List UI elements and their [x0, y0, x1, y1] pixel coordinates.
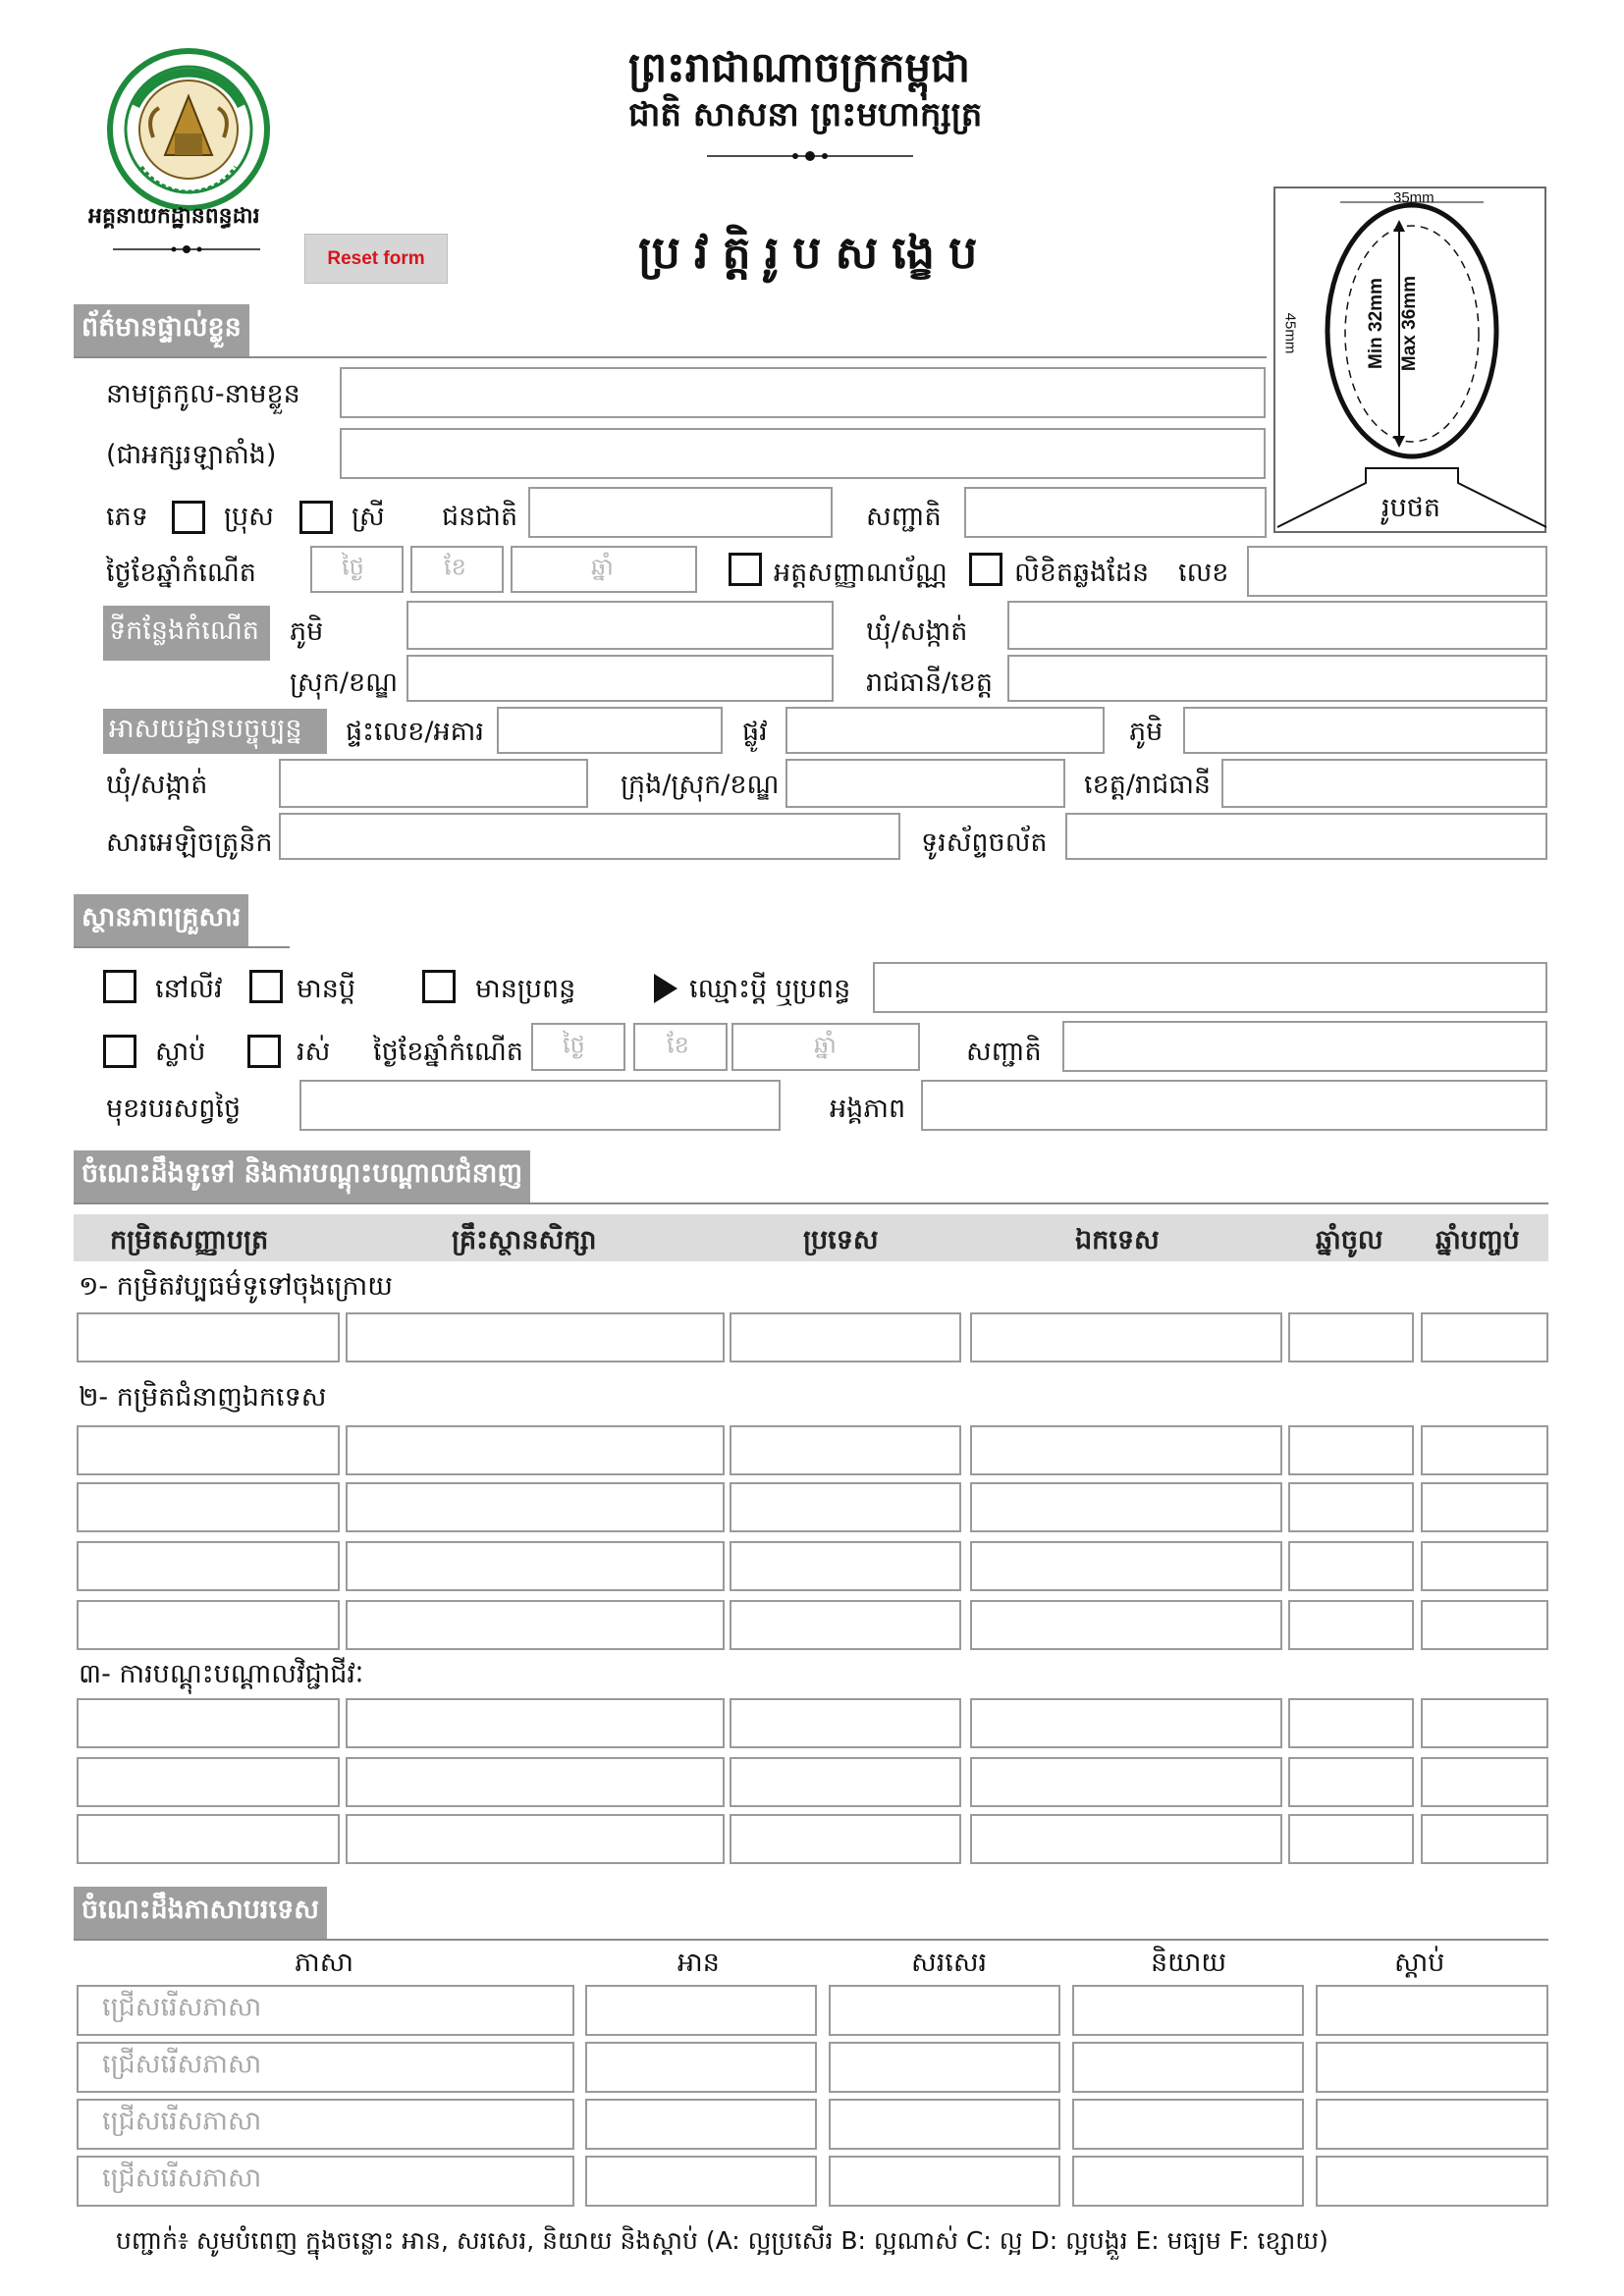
spouse-dob-year-placeholder: ឆ្នាំ: [814, 1031, 837, 1058]
photo-max-label: Max 36mm: [1399, 275, 1421, 372]
language-row-4-speaking-field[interactable]: [1072, 2156, 1304, 2207]
section-family-rule: [74, 946, 290, 948]
address-village-field[interactable]: [1183, 707, 1547, 754]
section-family-title: ស្ថានភាពគ្រួសារ: [81, 902, 242, 933]
birth-province-label: រាជធានី/ខេត្ត: [866, 667, 994, 698]
language-select-placeholder: ជ្រើសរើសភាសា: [102, 2106, 262, 2137]
birth-district-label: ស្រុក/ខណ្ឌ: [290, 667, 399, 698]
spouse-nationality-field[interactable]: [1062, 1021, 1547, 1072]
spouse-dob-year-field[interactable]: [731, 1023, 920, 1071]
edu-row-1-country-field[interactable]: [730, 1312, 961, 1362]
phone-label: ទូរស័ព្ទចល័ត: [921, 828, 1048, 858]
form-title: ប្រវត្តិរូបសង្ខេប: [638, 226, 992, 279]
edu-row-4-degree-level-field[interactable]: [77, 1541, 340, 1591]
spouse-dob-month-placeholder: ខែ: [667, 1031, 689, 1058]
edu-row-4-specialty-field[interactable]: [970, 1541, 1282, 1591]
col-institution: គ្រឹះស្ថានសិក្សា: [452, 1225, 597, 1255]
dob-month-field[interactable]: [410, 546, 504, 593]
edu-group-general: ១- កម្រិតវប្បធម៌ទូទៅចុងក្រោយ: [79, 1271, 393, 1302]
language-row-1-speaking-field[interactable]: [1072, 1985, 1304, 2036]
doc-number-label: លេខ: [1178, 558, 1229, 588]
col-specialty: ឯកទេស: [1075, 1225, 1160, 1255]
edu-row-1-institution-field[interactable]: [346, 1312, 725, 1362]
edu-row-5-degree-level-field[interactable]: [77, 1600, 340, 1650]
national-motto: ជាតិ សាសនា ព្រះមហាក្សត្រ: [628, 95, 983, 134]
language-row-3-reading-field[interactable]: [585, 2099, 817, 2150]
latin-name-field[interactable]: [340, 428, 1266, 479]
language-row-1-language-select[interactable]: [77, 1985, 574, 2036]
dob-year-placeholder: ឆ្នាំ: [591, 553, 614, 581]
address-commune-label: ឃុំ/សង្កាត់: [106, 770, 208, 800]
section-education-header: [74, 1150, 530, 1202]
department-name: អគ្គនាយកដ្ឋានពន្ធដារ: [88, 204, 260, 229]
edu-row-2-institution-field[interactable]: [346, 1425, 725, 1475]
street-field[interactable]: [785, 707, 1105, 754]
address-village-label: ភូមិ: [1129, 717, 1164, 747]
section-personal-title: ព័ត៌មានផ្ទាល់ខ្លួន: [81, 312, 242, 343]
language-row-4-listening-field[interactable]: [1316, 2156, 1548, 2207]
language-select-placeholder: ជ្រើសរើសភាសា: [102, 1992, 262, 2023]
edu-group-vocational: ៣- ការបណ្តុះបណ្តាលវិជ្ជាជីវៈ: [79, 1659, 364, 1689]
language-row-3-language-select[interactable]: [77, 2099, 574, 2150]
phone-field[interactable]: [1065, 813, 1547, 860]
language-row-2-listening-field[interactable]: [1316, 2042, 1548, 2093]
edu-group-specialty: ២- កម្រិតជំនាញឯកទេស: [79, 1382, 327, 1413]
address-province-field[interactable]: [1221, 759, 1547, 808]
has-husband-label: មានប្តី: [297, 974, 355, 1004]
spouse-dob-day-field[interactable]: [531, 1023, 625, 1071]
edu-row-6-country-field[interactable]: [730, 1698, 961, 1748]
language-row-2-writing-field[interactable]: [829, 2042, 1060, 2093]
edu-row-6-end-year-field[interactable]: [1421, 1698, 1548, 1748]
house-number-label: ផ្ទះលេខ/អគារ: [346, 717, 484, 747]
edu-row-5-end-year-field[interactable]: [1421, 1600, 1548, 1650]
section-language-rule: [74, 1939, 1548, 1941]
male-checkbox[interactable]: [172, 501, 205, 534]
edu-row-5-institution-field[interactable]: [346, 1600, 725, 1650]
deceased-checkbox[interactable]: [103, 1035, 136, 1068]
reset-form-button[interactable]: [304, 234, 448, 284]
edu-row-2-degree-level-field[interactable]: [77, 1425, 340, 1475]
emblem-logo: [106, 47, 271, 212]
ethnicity-label: ជនជាតិ: [442, 502, 518, 532]
col-degree-level: កម្រិតសញ្ញាបត្រ: [110, 1225, 269, 1255]
edu-row-3-institution-field[interactable]: [346, 1482, 725, 1532]
edu-row-8-institution-field[interactable]: [346, 1814, 725, 1864]
col-writing: សរសេរ: [911, 1948, 988, 1978]
language-row-2-speaking-field[interactable]: [1072, 2042, 1304, 2093]
edu-row-8-specialty-field[interactable]: [970, 1814, 1282, 1864]
address-city-field[interactable]: [785, 759, 1065, 808]
address-city-label: ក្រុង/ស្រុក/ខណ្ឌ: [621, 770, 780, 800]
nationality-label: សញ្ជាតិ: [866, 502, 942, 532]
col-speaking: និយាយ: [1151, 1948, 1227, 1978]
language-row-2-reading-field[interactable]: [585, 2042, 817, 2093]
edu-row-3-specialty-field[interactable]: [970, 1482, 1282, 1532]
edu-row-3-end-year-field[interactable]: [1421, 1482, 1548, 1532]
email-field[interactable]: [279, 813, 900, 860]
section-education-rule: [74, 1202, 1548, 1204]
edu-row-5-specialty-field[interactable]: [970, 1600, 1282, 1650]
language-select-placeholder: ជ្រើសរើសភាសា: [102, 2049, 262, 2080]
edu-row-8-degree-level-field[interactable]: [77, 1814, 340, 1864]
photo-min-label: Min 32mm: [1365, 278, 1386, 369]
email-label: សារអេឡិចត្រូនិក: [106, 828, 273, 858]
edu-row-2-end-year-field[interactable]: [1421, 1425, 1548, 1475]
has-wife-label: មានប្រពន្ធ: [475, 974, 576, 1004]
birth-village-field[interactable]: [406, 601, 834, 650]
address-commune-field[interactable]: [279, 759, 588, 808]
edu-row-5-start-year-field[interactable]: [1288, 1600, 1414, 1650]
language-row-1-reading-field[interactable]: [585, 1985, 817, 2036]
language-note: បញ្ជាក់៖ សូមបំពេញ ក្នុងចន្លោះ អាន, សរសេរ, និយាយ និងស្តាប់ (A: ល្អប្រសើរ B: ល្អណាស់ C: ល្អ D: ល្អបង្គួរ E: មធ្យម F: ខ្សោយ): [116, 2226, 1328, 2255]
dob-day-placeholder: ថ្ងៃ: [342, 553, 364, 581]
name-field[interactable]: [340, 367, 1266, 418]
photo-box[interactable]: [1273, 187, 1546, 533]
birth-village-label: ភូមិ: [290, 616, 324, 647]
edu-row-8-country-field[interactable]: [730, 1814, 961, 1864]
photo-width-label: 35mm: [1393, 189, 1435, 206]
edu-row-4-country-field[interactable]: [730, 1541, 961, 1591]
language-row-4-writing-field[interactable]: [829, 2156, 1060, 2207]
spouse-name-label: ឈ្មោះប្តី ឬប្រពន្ធ: [689, 974, 851, 1004]
birth-commune-label: ឃុំ/សង្កាត់: [866, 616, 968, 647]
female-label: ស្រី: [352, 502, 385, 532]
alive-checkbox[interactable]: [247, 1035, 281, 1068]
language-row-4-reading-field[interactable]: [585, 2156, 817, 2207]
edu-row-1-start-year-field[interactable]: [1288, 1312, 1414, 1362]
edu-row-1-degree-level-field[interactable]: [77, 1312, 340, 1362]
section-personal-rule: [74, 356, 1267, 358]
edu-row-8-start-year-field[interactable]: [1288, 1814, 1414, 1864]
col-country: ប្រទេស: [803, 1225, 879, 1255]
street-label: ផ្លូវ: [742, 717, 768, 747]
single-label: នៅលីវ: [155, 974, 223, 1004]
col-language: ភាសា: [295, 1948, 353, 1978]
female-checkbox[interactable]: [299, 501, 333, 534]
section-education-title: ចំណេះដឹងទូទៅ និងការបណ្តុះបណ្តាលជំនាញ: [81, 1158, 523, 1189]
spouse-nationality-label: សញ្ជាតិ: [966, 1037, 1042, 1067]
edu-row-5-country-field[interactable]: [730, 1600, 961, 1650]
language-row-3-speaking-field[interactable]: [1072, 2099, 1304, 2150]
address-province-label: ខេត្ត/រាជធានី: [1084, 770, 1212, 800]
edu-row-8-end-year-field[interactable]: [1421, 1814, 1548, 1864]
edu-row-6-start-year-field[interactable]: [1288, 1698, 1414, 1748]
language-row-4-language-select[interactable]: [77, 2156, 574, 2207]
language-select-placeholder: ជ្រើសរើសភាសា: [102, 2163, 262, 2194]
kingdom-title: ព្រះរាជាណាចក្រកម្ពុជា: [628, 43, 971, 91]
occupation-label: មុខរបរសព្វថ្ងៃ: [106, 1094, 242, 1124]
occupation-field[interactable]: [299, 1080, 781, 1131]
male-label: ប្រុស: [224, 502, 274, 532]
edu-row-4-institution-field[interactable]: [346, 1541, 725, 1591]
spouse-dob-day-placeholder: ថ្ងៃ: [563, 1031, 585, 1058]
section-language-title: ចំណេះដឹងភាសាបរទេស: [81, 1895, 319, 1925]
edu-row-1-specialty-field[interactable]: [970, 1312, 1282, 1362]
edu-row-2-start-year-field[interactable]: [1288, 1425, 1414, 1475]
language-row-3-writing-field[interactable]: [829, 2099, 1060, 2150]
edu-row-4-end-year-field[interactable]: [1421, 1541, 1548, 1591]
edu-row-7-end-year-field[interactable]: [1421, 1757, 1548, 1807]
unit-label: អង្គភាព: [830, 1094, 906, 1124]
language-row-1-writing-field[interactable]: [829, 1985, 1060, 2036]
birth-district-field[interactable]: [406, 655, 834, 702]
reset-form-label: Reset form: [327, 247, 425, 269]
language-row-3-listening-field[interactable]: [1316, 2099, 1548, 2150]
has-wife-checkbox[interactable]: [422, 970, 456, 1003]
doc-number-field[interactable]: [1247, 546, 1547, 597]
deceased-label: ស្លាប់: [155, 1037, 206, 1067]
col-start-year: ឆ្នាំចូល: [1316, 1225, 1383, 1255]
edu-row-3-degree-level-field[interactable]: [77, 1482, 340, 1532]
photo-height-label: 45mm: [1281, 312, 1299, 354]
edu-row-1-end-year-field[interactable]: [1421, 1312, 1548, 1362]
edu-row-6-degree-level-field[interactable]: [77, 1698, 340, 1748]
birthplace-label: ទីកន្លែងកំណើត: [109, 614, 259, 646]
id-card-checkbox[interactable]: [729, 553, 762, 586]
passport-label: លិខិតឆ្លងដែន: [1014, 558, 1150, 588]
birth-province-field[interactable]: [1007, 655, 1547, 702]
edu-row-2-specialty-field[interactable]: [970, 1425, 1282, 1475]
ethnicity-field[interactable]: [528, 487, 833, 538]
edu-row-7-degree-level-field[interactable]: [77, 1757, 340, 1807]
birthplace-label-box: [103, 606, 270, 661]
edu-row-3-country-field[interactable]: [730, 1482, 961, 1532]
col-reading: អាន: [677, 1948, 720, 1978]
edu-row-3-start-year-field[interactable]: [1288, 1482, 1414, 1532]
edu-row-6-specialty-field[interactable]: [970, 1698, 1282, 1748]
play-arrow-icon: [652, 972, 679, 1005]
sex-label: ភេទ: [106, 502, 148, 532]
edu-row-4-start-year-field[interactable]: [1288, 1541, 1414, 1591]
dob-day-field[interactable]: [310, 546, 404, 593]
unit-field[interactable]: [921, 1080, 1547, 1131]
col-listening: ស្តាប់: [1394, 1948, 1445, 1978]
spouse-name-field[interactable]: [873, 962, 1547, 1013]
col-end-year: ឆ្នាំបញ្ចប់: [1435, 1225, 1520, 1255]
edu-row-7-country-field[interactable]: [730, 1757, 961, 1807]
dob-year-field[interactable]: [511, 546, 697, 593]
passport-checkbox[interactable]: [969, 553, 1002, 586]
has-husband-checkbox[interactable]: [249, 970, 283, 1003]
spouse-dob-label: ថ្ងៃខែឆ្នាំកំណើត: [373, 1037, 523, 1067]
edu-row-7-start-year-field[interactable]: [1288, 1757, 1414, 1807]
edu-row-7-institution-field[interactable]: [346, 1757, 725, 1807]
birth-commune-field[interactable]: [1007, 601, 1547, 650]
photo-caption: រូបថត: [1381, 493, 1440, 523]
language-row-2-language-select[interactable]: [77, 2042, 574, 2093]
single-checkbox[interactable]: [103, 970, 136, 1003]
dob-month-placeholder: ខែ: [444, 553, 466, 581]
nationality-field[interactable]: [964, 487, 1267, 538]
ornament-divider-icon: [113, 240, 260, 249]
motto-ornament-icon: [707, 147, 913, 159]
latin-name-label: (ជាអក្សរឡាតាំង): [106, 440, 277, 470]
address-label-box: [103, 709, 327, 754]
name-label: នាមត្រកូល-នាមខ្លួន: [106, 379, 300, 409]
id-card-label: អត្តសញ្ញាណប័ណ្ណ: [774, 558, 947, 588]
alive-label: រស់: [297, 1037, 331, 1067]
edu-row-2-country-field[interactable]: [730, 1425, 961, 1475]
house-number-field[interactable]: [497, 707, 723, 754]
section-language-header: [74, 1887, 327, 1939]
section-family-header: [74, 894, 248, 946]
edu-row-6-institution-field[interactable]: [346, 1698, 725, 1748]
dob-label: ថ្ងៃខែឆ្នាំកំណើត: [106, 558, 256, 588]
address-label: អាសយដ្ឋានបច្ចុប្បន្ន: [109, 713, 302, 744]
language-row-1-listening-field[interactable]: [1316, 1985, 1548, 2036]
edu-row-7-specialty-field[interactable]: [970, 1757, 1282, 1807]
section-personal-header: [74, 304, 249, 356]
spouse-dob-month-field[interactable]: [633, 1023, 728, 1071]
